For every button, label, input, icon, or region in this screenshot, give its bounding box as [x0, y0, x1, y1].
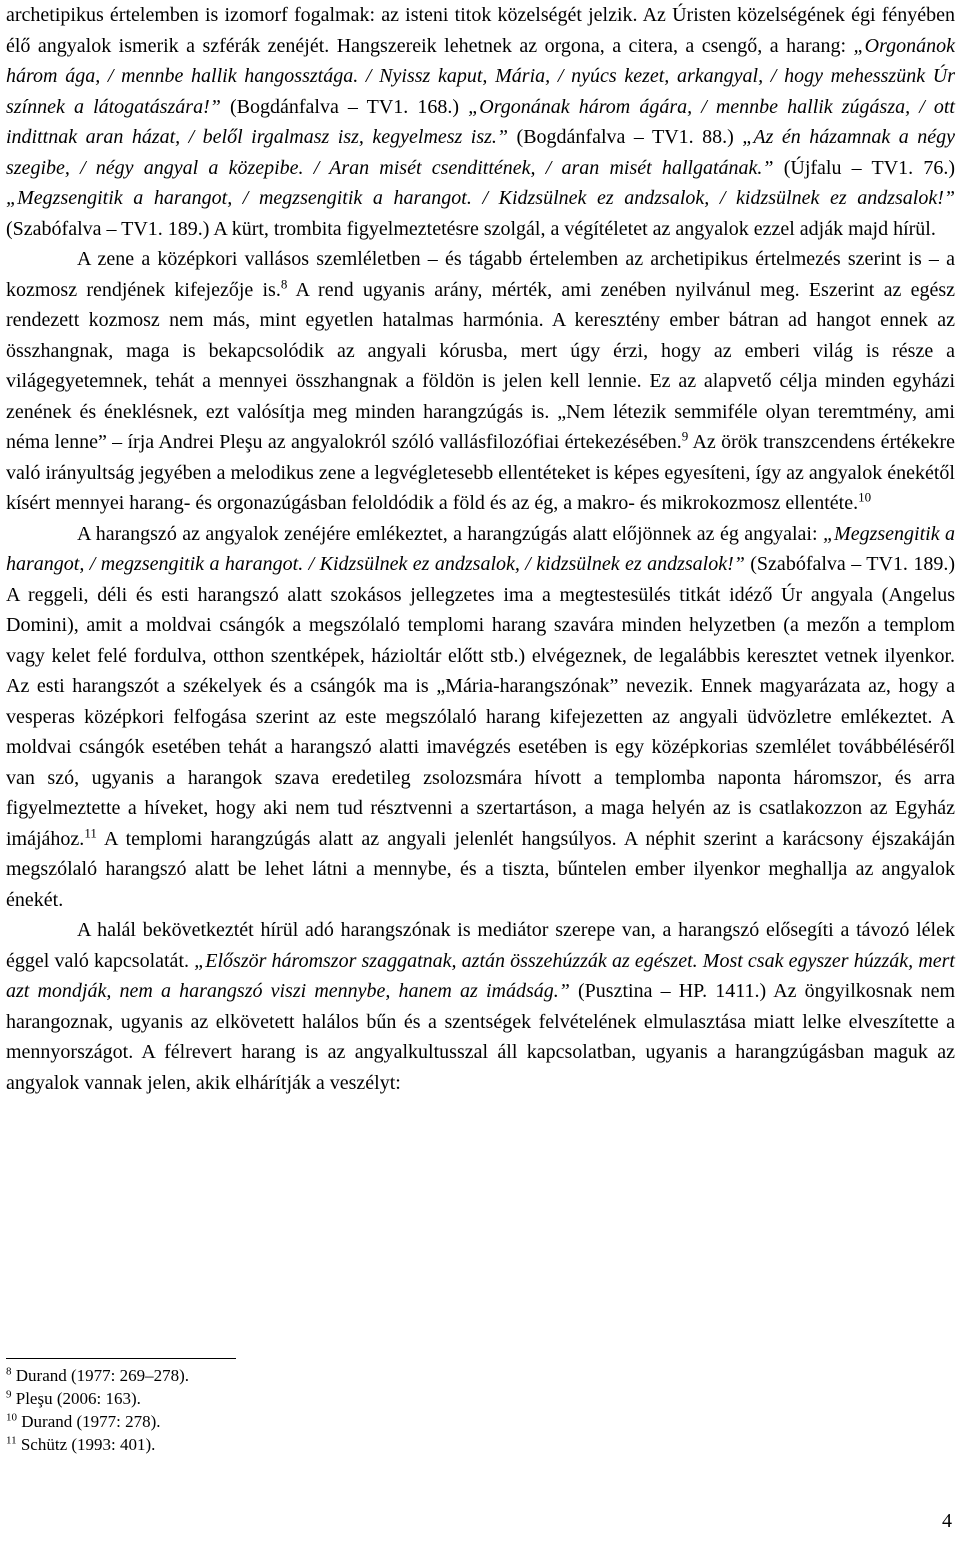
footnote-reference: 9: [681, 428, 689, 444]
text-run: (Pusztina – HP. 1411.) Az öngyilkosnak nem harangoznak, ugyanis az elkövetett halálos bűn és a szentségek felvételének elmulasztása miatt lelke elveszítette a mennyországot. A félrevert harang is az angyalkultusszal áll kapcsolatban, ugyanis a harangzúgásban maguk az angyalok vannak jelen, akik elhárítják a veszélyt:: [6, 980, 956, 1094]
footnote-reference: 10: [858, 489, 872, 505]
footnote-text: Pleşu (2006: 163).: [15, 1389, 141, 1408]
footnote: [6, 1364, 606, 1387]
text-run: A halál bekövetkeztét hírül adó harangszónak is mediátor szerepe van, a harangszó elősegíti a távozó lélek éggel való kapcsolatát.: [6, 919, 955, 972]
quoted-text: „Orgonának három ágára, / mennbe hallik zúgásza, / ott indittnak aran házat, / belől irgalmasz isz, kegyelmesz isz.”: [6, 95, 955, 148]
footnote-number: 10: [6, 1411, 17, 1424]
document-body: [6, 0, 955, 1098]
text-run: A templomi harangzúgás alatt az angyali jelenlét hangsúlyos. A néphit szerint a karácsony éjszakáján megszólaló harangszó alatt be lehet látni a mennybe, és a tiszta, bűntelen ember ilyenkor meghallja az angyalok énekét.: [6, 827, 955, 911]
footnote-separator: [6, 1358, 236, 1359]
footnote-reference: 8: [280, 275, 288, 291]
footnote-text: Schütz (1993: 401).: [20, 1435, 156, 1454]
text-run: archetipikus értelemben is izomorf fogalmak: az isteni titok közelségét jelzik. Az Úristen közelségének égi fényében élő angyalok ismerik a szférák zenéjét. Hangszereik lehetnek az orgona, a citera, a csengő, a harang:: [6, 4, 955, 57]
text-run: A rend ugyanis arány, mérték, ami zenében nyilvánul meg. Eszerint az egész rendezett kozmosz nem más, mint egyetlen hatalmas harmónia. A keresztény ember bátran ad hangot ennek az összhangnak, maga is bekapcsolódik az angyali kórusba, mert úgy érzi, hogy az emberi világ is része a világegyetemnek, tehát a mennyei összhangnak a földön is jelen kell lennie. Ez az alapvető célja minden egyházi zenének és éneklésnek, ezt valósítja meg minden harangzúgás is. „Nem létezik semmiféle olyan teremtmény, ami néma lenne” – írja Andrei Pleşu az angyalokról szóló vallásfilozófiai értekezésében.: [6, 278, 956, 453]
paragraph: [6, 0, 955, 244]
footnote-text: Durand (1977: 278).: [21, 1412, 161, 1431]
quoted-text: „Megzsengitik a harangot, / megzsengitik a harangot. / Kidzsülnek ez andzsalok, / kidzsülnek ez andzsalok!”: [6, 522, 955, 575]
quoted-text: „Az én házamnak a négy szegibe, / négy angyal a közepibe. / Aran misét csendittének, / aran misét hallgatának.”: [6, 126, 956, 179]
footnote-text: Durand (1977: 269–278).: [15, 1366, 190, 1385]
quoted-text: „Orgonánok három ága, / mennbe hallik hangossztága. / Nyissz kaput, Mária, / nyúcs kezet, arkangyal, / hogy mehesszünk Úr színnek a látogatászára!”: [6, 34, 955, 118]
footnote: [6, 1410, 606, 1433]
quoted-text: „Megzsengitik a harangot, / megzsengitik a harangot. / Kidzsülnek ez andzsalok, / kidzsülnek ez andzsalok!”: [6, 187, 955, 209]
page-number: 4: [942, 1510, 952, 1532]
quoted-text: „Először háromszor szaggatnak, aztán összehúzzák az egészet. Most csak egyszer húzzák, mert azt mondják, nem a harangszó viszi mennybe, hanem az imádság.”: [6, 949, 955, 1002]
text-run: (Bogdánfalva – TV1. 168.): [220, 95, 469, 118]
footnote: [6, 1433, 606, 1456]
text-run: Az örök transzcendens értékekre való irányultság jegyében a melodikus zene a legvégletesebb ellentéteket is képes egyesíteni, így az angyalok énekétől kísért mennyei harang- és orgonazúgásban feloldódik a föld és az ég, a makro- és mikrokozmosz ellentéte.: [6, 431, 955, 514]
text-run: (Szabófalva – TV1. 189.) A kürt, trombita figyelmeztetésre szolgál, a végítéletet az angyalok ezzel adják majd hírül.: [6, 217, 936, 240]
paragraph: [6, 519, 955, 916]
text-run: A harangszó az angyalok zenéjére emlékeztet, a harangzúgás alatt előjönnek az ég angyalai:: [77, 522, 823, 545]
text-run: (Szabófalva – TV1. 189.) A reggeli, déli és esti harangszó alatt szokásos jellegzetes ima a megtestesülés titkát idéző Úr angyala (Angelus Domini), amit a moldvai csángók a megszólaló templomi harang szavára minden helyzetben (a mezőn a templom vagy kelet felé fordulva, otthon szentképek, házioltár előtt stb.) elvégeznek, de legalábbis keresztet vetnek ilyenkor. Az esti harangszót a székelyek és a csángók ma is „Mária-harangszónak” nevezik. Ennek magyarázata az, hogy a vesperas középkori felfogása szerint az este megszólaló harang kifejezetten az angyali üdvözletre emlékeztet. A moldvai csángók esetében tehát a harangszó alatti imavégzés esetében is egy középkorias szemlélet továbbéléséről van szó, ugyanis a harangok szava eredetileg zsolozsmára hívott a templomba naponta háromszor, és arra figyelmeztette a híveket, hogy aki nem tud résztvenni a szertartáson, a maga helyén az is csatlakozzon az Egyház imájához.: [6, 553, 955, 850]
paragraph: [6, 915, 955, 1098]
footnotes: [6, 1364, 606, 1456]
footnote-number: 8: [6, 1365, 12, 1378]
text-run: (Újfalu – TV1. 76.): [773, 156, 955, 179]
text-run: (Bogdánfalva – TV1. 88.): [508, 126, 743, 148]
footnote: [6, 1387, 606, 1410]
footnote-reference: 11: [84, 824, 97, 840]
footnote-number: 9: [6, 1388, 12, 1401]
footnote-number: 11: [6, 1434, 17, 1447]
text-run: A zene a középkori vallásos szemléletben – és tágabb értelemben az archetipikus értelmezés szerint is – a kozmosz rendjének kifejezője is.: [6, 248, 955, 301]
paragraph: [6, 244, 955, 519]
